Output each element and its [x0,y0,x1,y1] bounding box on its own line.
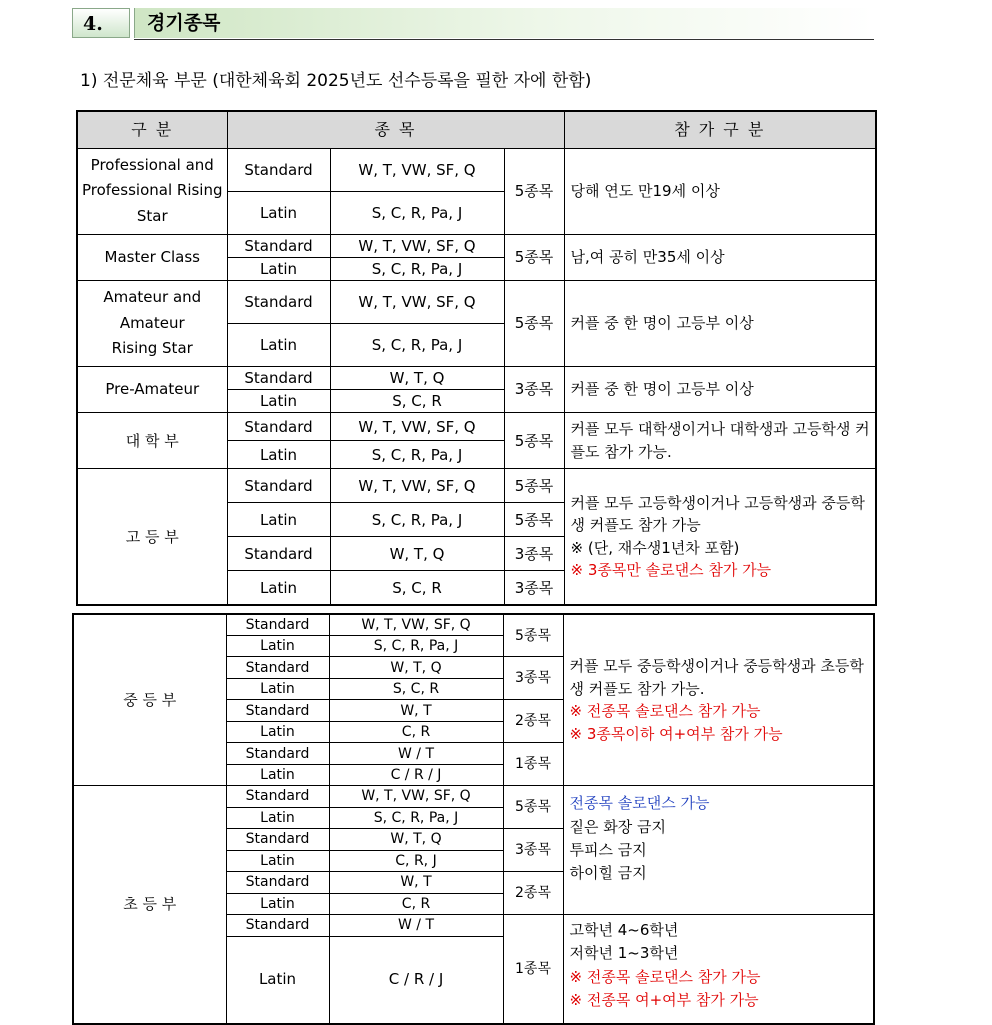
events-cell: W, T, Q [330,366,504,389]
events-cell: W, T, VW, SF, Q [329,786,503,807]
events-cell: C / R / J [329,936,503,1024]
note-line-red: ※ 전종목 솔로댄스 참가 가능 [569,967,761,986]
count-cell: 3종목 [503,829,563,872]
note-line: 커플 모두 중등학생이거나 중등학생과 초등학생 커플도 참가 가능. [569,657,864,698]
events-cell: W, T, Q [330,537,504,571]
style-cell: Latin [227,441,330,469]
style-cell: Standard [226,743,329,764]
style-cell: Standard [227,469,330,503]
note-line-red: ※ 3종목만 솔로댄스 참가 가능 [570,561,772,580]
subsection-title: 1) 전문체육 부문 (대한체육회 2025년도 선수등록을 필한 자에 한함) [80,71,592,91]
division-cell: 초 등 부 [73,786,226,1024]
count-cell: 3종목 [504,537,564,571]
events-cell: W, T, VW, SF, Q [330,469,504,503]
note-cell [563,786,874,915]
style-cell: Standard [226,700,329,721]
table-row [77,469,876,503]
note-cell: 남,여 공히 만35세 이상 [564,234,876,280]
events-cell: C, R, J [329,850,503,871]
events-cell: C / R / J [329,764,503,785]
events-cell: W, T, VW, SF, Q [330,234,504,257]
events-cell: W, T [329,700,503,721]
note-line-red: ※ 전종목 여+여부 참가 가능 [569,990,759,1009]
note-cell: 커플 중 한 명이 고등부 이상 [564,366,876,412]
table-row [77,148,876,191]
note-line-red: ※ 전종목 솔로댄스 참가 가능 [569,702,761,721]
style-cell: Standard [226,915,329,936]
events-cell: W, T, VW, SF, Q [329,614,503,635]
style-cell: Latin [226,764,329,785]
table-row [73,786,874,807]
events-cell: W, T, VW, SF, Q [330,148,504,191]
note-line-blue: 전종목 솔로댄스 가능 [569,794,710,813]
style-cell: Standard [227,234,330,257]
section-title: 경기종목 [134,8,874,38]
table-row [77,280,876,323]
events-cell: S, C, R, Pa, J [330,441,504,469]
events-cell: W / T [329,743,503,764]
style-cell: Latin [226,936,329,1024]
style-cell: Standard [227,280,330,323]
table-row [77,366,876,389]
note-line-red: ※ 3종목이하 여+여부 참가 가능 [569,724,783,743]
style-cell: Latin [227,503,330,537]
count-cell: 5종목 [504,280,564,366]
style-cell: Standard [226,829,329,850]
style-cell: Latin [226,721,329,742]
style-cell: Standard [226,786,329,807]
events-cell: S, C, R, Pa, J [330,323,504,366]
note-line: 투피스 금지 [569,840,647,859]
note-cell: 커플 모두 대학생이거나 대학생과 고등학생 커플도 참가 가능. [564,413,876,469]
note-line: 짙은 화장 금지 [569,817,666,836]
style-cell: Latin [226,893,329,914]
style-cell: Latin [226,850,329,871]
count-cell: 5종목 [503,786,563,829]
section-number: 4. [72,8,130,38]
style-cell: Latin [227,389,330,412]
division-cell: Amateur and Amateur Rising Star [77,280,227,366]
events-cell: S, C, R [330,389,504,412]
events-cell: W, T, Q [329,829,503,850]
style-cell: Latin [227,571,330,605]
events-cell: S, C, R, Pa, J [329,635,503,656]
style-cell: Standard [226,872,329,893]
style-cell: Latin [227,323,330,366]
division-cell: 고 등 부 [77,469,227,605]
style-cell: Latin [226,807,329,828]
header-eligibility: 참 가 구 분 [564,111,876,148]
events-cell: C, R [329,893,503,914]
style-cell: Standard [226,614,329,635]
style-cell: Standard [227,537,330,571]
events-cell: W, T, VW, SF, Q [330,413,504,441]
count-cell: 5종목 [503,614,563,657]
count-cell: 5종목 [504,469,564,503]
style-cell: Standard [227,413,330,441]
style-cell: Latin [226,635,329,656]
header-events: 종 목 [227,111,564,148]
count-cell: 3종목 [503,657,563,700]
section-header [72,8,874,40]
count-cell: 3종목 [504,571,564,605]
events-cell: S, C, R, Pa, J [330,257,504,280]
table-header-row [77,111,876,148]
events-cell: C, R [329,721,503,742]
style-cell: Latin [226,678,329,699]
count-cell: 5종목 [504,503,564,537]
count-cell: 2종목 [503,700,563,743]
events-cell: W, T [329,872,503,893]
note-cell: 당해 연도 만19세 이상 [564,148,876,234]
note-line: 고학년 4~6학년 [569,921,679,940]
count-cell: 5종목 [504,148,564,234]
division-cell: 중 등 부 [73,614,226,786]
events-cell: S, C, R [329,678,503,699]
count-cell: 2종목 [503,872,563,915]
count-cell: 1종목 [503,915,563,1024]
table-row [77,234,876,257]
events-cell: S, C, R, Pa, J [330,503,504,537]
note-line: 저학년 1~3학년 [569,944,679,963]
events-cell: W / T [329,915,503,936]
style-cell: Standard [226,657,329,678]
events-cell: S, C, R [330,571,504,605]
note-line: ※ (단, 재수생1년차 포함) [570,538,740,557]
division-cell: Pre-Amateur [77,366,227,412]
events-cell: W, T, Q [329,657,503,678]
events-table-1 [76,110,877,606]
style-cell: Standard [227,366,330,389]
events-cell: S, C, R, Pa, J [330,191,504,234]
note-cell [564,469,876,605]
header-rule [134,39,874,40]
count-cell: 5종목 [504,413,564,469]
note-line: 커플 모두 고등학생이거나 고등학생과 중등학생 커플도 참가 가능 [570,493,865,535]
table-row [73,614,874,635]
division-cell: Professional and Professional Rising Star [77,148,227,234]
header-division: 구 분 [77,111,227,148]
note-cell: 커플 중 한 명이 고등부 이상 [564,280,876,366]
note-cell [563,915,874,1024]
table-row [77,413,876,441]
note-cell [563,614,874,786]
events-cell: W, T, VW, SF, Q [330,280,504,323]
division-cell: Master Class [77,234,227,280]
count-cell: 5종목 [504,234,564,280]
style-cell: Latin [227,191,330,234]
division-cell: 대 학 부 [77,413,227,469]
count-cell: 1종목 [503,743,563,786]
style-cell: Standard [227,148,330,191]
style-cell: Latin [227,257,330,280]
events-cell: S, C, R, Pa, J [329,807,503,828]
note-line: 하이힐 금지 [569,864,647,882]
count-cell: 3종목 [504,366,564,412]
events-table-2 [72,613,875,1025]
